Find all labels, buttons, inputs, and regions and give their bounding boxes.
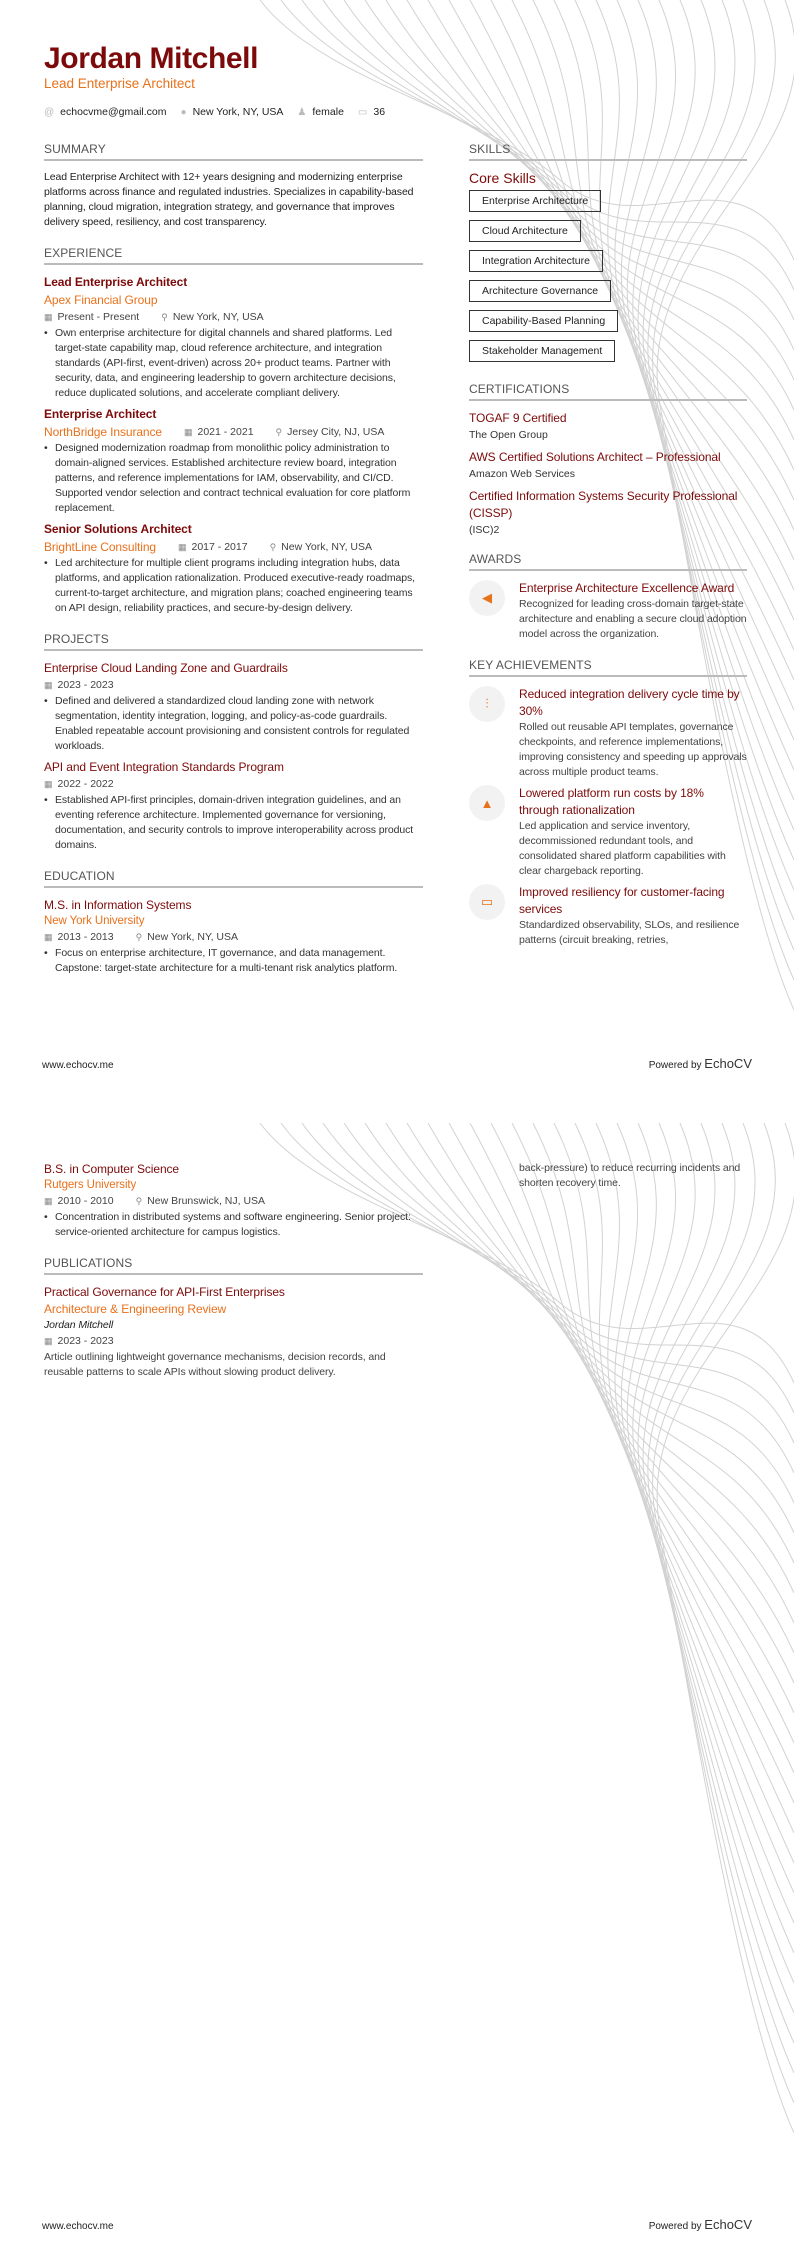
monitor-icon: ▭ xyxy=(469,884,505,920)
bullet: • Led architecture for multiple client programs including integration hubs, data platforms, and application rationalization. Produced executive-ready roadmaps, current-to-target architecture, and migration plans; coached engineering teams on API design, reliability practices, and secure-by-design delivery. xyxy=(44,556,423,616)
section-heading: SUMMARY xyxy=(44,142,423,161)
job-role: Lead Enterprise Architect xyxy=(44,275,188,289)
dates: 2023 - 2023 xyxy=(57,1335,114,1347)
candidate-name: Jordan Mitchell xyxy=(44,42,259,75)
job-meta xyxy=(44,423,423,441)
person-icon: ♟ xyxy=(297,106,307,118)
projects-section xyxy=(44,632,423,853)
wave-line xyxy=(491,1123,794,1713)
achievements-section xyxy=(469,658,747,948)
footer-powered xyxy=(649,2217,752,2232)
wave-line xyxy=(621,1123,794,1923)
wave-line xyxy=(470,1123,794,1683)
powered-label: Powered by xyxy=(648,2221,702,2232)
skill-chip: Stakeholder Management xyxy=(469,340,615,362)
bullet: • Own enterprise architecture for digital channels and shared platforms. Led target-state capability map, cloud reference architecture, and integration standards (API-first, event-driven) across 20+ product teams. Partner with security, data, and engineering leadership to govern architecture decisions, reduce duplicated solutions, and accelerate compliant delivery. xyxy=(44,326,423,401)
dates: 2021 - 2021 xyxy=(197,425,254,438)
cert-name: Certified Information Systems Security Professional (CISSP) xyxy=(469,489,738,520)
education-item xyxy=(44,1161,423,1240)
dates: 2013 - 2013 xyxy=(57,931,114,943)
achievement-item xyxy=(469,686,747,780)
award-item xyxy=(469,580,747,642)
education-meta xyxy=(44,1193,423,1210)
cert-issuer: Amazon Web Services xyxy=(469,468,576,480)
bullet: • Defined and delivered a standardized cloud landing zone with network segmentation, identity integration, logging, and policy-as-code guardrails. Enabled repeatable account provisioning and consistent controls for regulated workloads. xyxy=(44,694,423,754)
calendar-icon: ▦ xyxy=(183,426,193,437)
location: New Brunswick, NJ, USA xyxy=(147,1195,266,1207)
location: New York, NY, USA xyxy=(192,106,284,118)
brand-logo[interactable]: EchoCV xyxy=(704,1056,752,1071)
cert-issuer: (ISC)2 xyxy=(469,524,500,536)
publication-desc: Article outlining lightweight governance mechanisms, decision records, and reusable patterns to scale APIs without slowing product delivery. xyxy=(44,1351,386,1378)
award-title: Enterprise Architecture Excellence Award xyxy=(519,581,735,595)
bullet: • Focus on enterprise architecture, IT governance, and data management. Capstone: target-state architecture for a multi-tenant risk analytics platform. xyxy=(44,946,423,976)
header xyxy=(44,42,423,118)
section-heading: CERTIFICATIONS xyxy=(469,382,747,401)
project-meta xyxy=(44,677,423,694)
candidate-title: Lead Enterprise Architect xyxy=(44,76,195,91)
company: NorthBridge Insurance xyxy=(44,425,162,439)
experience-item xyxy=(44,521,423,616)
wave-line xyxy=(596,1123,794,1863)
education-continued xyxy=(44,1161,423,1240)
calendar-icon: ▭ xyxy=(357,106,368,118)
company: Apex Financial Group xyxy=(44,293,158,307)
dates: 2022 - 2022 xyxy=(57,778,114,790)
section-heading: EDUCATION xyxy=(44,869,423,888)
location-icon: ⚲ xyxy=(161,312,168,322)
right-column xyxy=(469,142,747,964)
summary-section xyxy=(44,142,423,230)
achievement-desc: Standardized observability, SLOs, and resilience patterns (circuit breaking, retries, xyxy=(519,919,740,946)
cert-issuer: The Open Group xyxy=(469,429,548,441)
achievement-desc: Rolled out reusable API templates, governance checkpoints, and reference implementations, improving consistency and speeding up approvals across multiple product teams. xyxy=(519,721,747,778)
calendar-icon: ▦ xyxy=(44,932,53,942)
email[interactable]: echocvme@gmail.com xyxy=(60,106,167,118)
sliders-icon: ⫶ xyxy=(469,686,505,722)
bullet: • Established API-first principles, domain-driven integration guidelines, and an eventing reference architecture. Implemented governance for versioning, documentation, and security controls to improve interoperability across product domains. xyxy=(44,793,423,853)
skill-group: Core Skills xyxy=(469,170,536,186)
wave-line xyxy=(648,1123,794,2073)
wave-line xyxy=(554,1123,794,1803)
wave-line xyxy=(615,1123,794,1893)
achievement-title: Reduced integration delivery cycle time by 30% xyxy=(519,687,740,718)
section-heading: PROJECTS xyxy=(44,632,423,651)
project-name: API and Event Integration Standards Program xyxy=(44,760,284,774)
section-heading: EXPERIENCE xyxy=(44,246,423,265)
skill-chip: Cloud Architecture xyxy=(469,220,581,242)
location-icon: ● xyxy=(180,106,187,118)
award-desc: Recognized for leading cross-domain target-state architecture and enabling a secure cloud adoption model across the organization. xyxy=(519,598,747,640)
achievement-desc-continued: back-pressure) to reduce recurring incidents and shorten recovery time. xyxy=(519,1162,741,1189)
achievement-item xyxy=(469,884,747,948)
skill-chip: Architecture Governance xyxy=(469,280,611,302)
job-meta xyxy=(44,538,423,556)
powered-label: Powered by xyxy=(648,1060,702,1071)
project-name: Enterprise Cloud Landing Zone and Guardrails xyxy=(44,661,288,675)
wave-line xyxy=(407,1123,794,1593)
wave-line xyxy=(575,1123,794,1833)
contact-row xyxy=(44,106,544,118)
wave-line xyxy=(512,1123,794,1743)
wave-line xyxy=(653,1123,794,2103)
location: New York, NY, USA xyxy=(147,931,239,943)
location-icon: ⚲ xyxy=(135,932,143,942)
right-column xyxy=(469,1161,747,1191)
cake-icon: ▲ xyxy=(469,785,505,821)
school: Rutgers University xyxy=(44,1179,137,1191)
section-heading: PUBLICATIONS xyxy=(44,1256,423,1275)
experience-item xyxy=(44,406,423,516)
gender: female xyxy=(312,106,344,118)
calendar-icon: ▦ xyxy=(44,1196,53,1206)
location-icon: ⚲ xyxy=(135,1196,143,1206)
school: New York University xyxy=(44,915,145,927)
cert-name: TOGAF 9 Certified xyxy=(469,411,567,425)
calendar-icon: ▦ xyxy=(44,1336,53,1346)
job-role: Senior Solutions Architect xyxy=(44,522,192,536)
experience-item xyxy=(44,274,423,401)
dates: 2017 - 2017 xyxy=(191,540,248,553)
skill-chip: Integration Architecture xyxy=(469,250,603,272)
experience-section xyxy=(44,246,423,616)
skill-chip: Enterprise Architecture xyxy=(469,190,601,212)
job-role: Enterprise Architect xyxy=(44,407,157,421)
wave-line xyxy=(657,1123,794,2133)
publication-meta xyxy=(44,1333,423,1350)
wave-line xyxy=(638,1123,794,2013)
education-meta xyxy=(44,929,423,946)
achievement-item xyxy=(469,785,747,879)
education-section xyxy=(44,869,423,976)
project-item xyxy=(44,759,423,853)
publications-section xyxy=(44,1256,423,1380)
certifications-section xyxy=(469,382,747,536)
calendar-icon: ▦ xyxy=(44,779,53,789)
location-icon: ⚲ xyxy=(275,426,283,437)
brand-logo[interactable]: EchoCV xyxy=(704,2217,752,2232)
achievement-title: Lowered platform run costs by 18% through rationalization xyxy=(519,786,704,817)
cert-name: AWS Certified Solutions Architect – Professional xyxy=(469,450,721,464)
footer-site[interactable]: www.echocv.me xyxy=(42,2221,114,2232)
job-meta xyxy=(44,309,423,326)
wave-line xyxy=(449,1123,794,1653)
calendar-icon: ▦ xyxy=(44,312,53,322)
achievement-title: Improved resiliency for customer-facing services xyxy=(519,885,725,916)
email-icon: @ xyxy=(44,106,55,118)
degree: M.S. in Information Systems xyxy=(44,898,192,912)
calendar-icon: ▦ xyxy=(177,541,187,552)
skill-list xyxy=(469,190,747,370)
dates: 2010 - 2010 xyxy=(57,1195,114,1207)
section-heading: AWARDS xyxy=(469,552,747,571)
education-item xyxy=(44,897,423,976)
age: 36 xyxy=(373,106,386,118)
footer-powered xyxy=(649,1056,752,1071)
bullet: • Designed modernization roadmap from monolithic policy administration to domain-aligned services. Established architecture review board, integration patterns, and reference implementations for IAM, observability, and CI/CD. Supported vendor selection and contract technical evaluation for core platform replacement. xyxy=(44,441,423,516)
left-column xyxy=(44,1161,423,1396)
location: New York, NY, USA xyxy=(172,311,264,323)
achievement-desc: Led application and service inventory, decommissioned redundant tools, and consolidated shared platform capabilities with clear chargeback reporting. xyxy=(519,820,726,877)
skills-section xyxy=(469,142,747,370)
publication-title: Practical Governance for API-First Enterprises xyxy=(44,1285,285,1299)
company: BrightLine Consulting xyxy=(44,540,156,554)
publication-author: Jordan Mitchell xyxy=(44,1319,114,1331)
awards-section xyxy=(469,552,747,642)
left-column xyxy=(44,142,423,992)
skill-chip: Capability-Based Planning xyxy=(469,310,618,332)
location: New York, NY, USA xyxy=(281,540,373,553)
wave-line xyxy=(633,1123,794,1983)
wave-line xyxy=(533,1123,794,1773)
calendar-icon: ▦ xyxy=(44,680,53,690)
section-heading: KEY ACHIEVEMENTS xyxy=(469,658,747,677)
degree: B.S. in Computer Science xyxy=(44,1162,179,1176)
bullet: • Concentration in distributed systems and software engineering. Senior project: service-oriented architecture for campus logistics. xyxy=(44,1210,423,1240)
section-heading: SKILLS xyxy=(469,142,747,161)
location: Jersey City, NJ, USA xyxy=(287,425,385,438)
wave-line xyxy=(627,1123,794,1953)
summary-text: Lead Enterprise Architect with 12+ years designing and modernizing enterprise platforms across finance and regulated industries. Specializes in capability-based planning, cloud migration, integration strategy, and governance that improves delivery speed, resiliency, and cost transparency. xyxy=(44,171,414,228)
project-meta xyxy=(44,776,423,793)
tag-icon: ◀ xyxy=(469,580,505,616)
dates: Present - Present xyxy=(57,311,140,323)
page-2 xyxy=(0,1123,794,2246)
project-item xyxy=(44,660,423,754)
dates: 2023 - 2023 xyxy=(57,679,114,691)
publication-venue: Architecture & Engineering Review xyxy=(44,1302,227,1316)
footer-site[interactable]: www.echocv.me xyxy=(42,1060,114,1071)
wave-line xyxy=(643,1123,794,2043)
wave-line xyxy=(428,1123,794,1623)
location-icon: ⚲ xyxy=(269,541,277,552)
